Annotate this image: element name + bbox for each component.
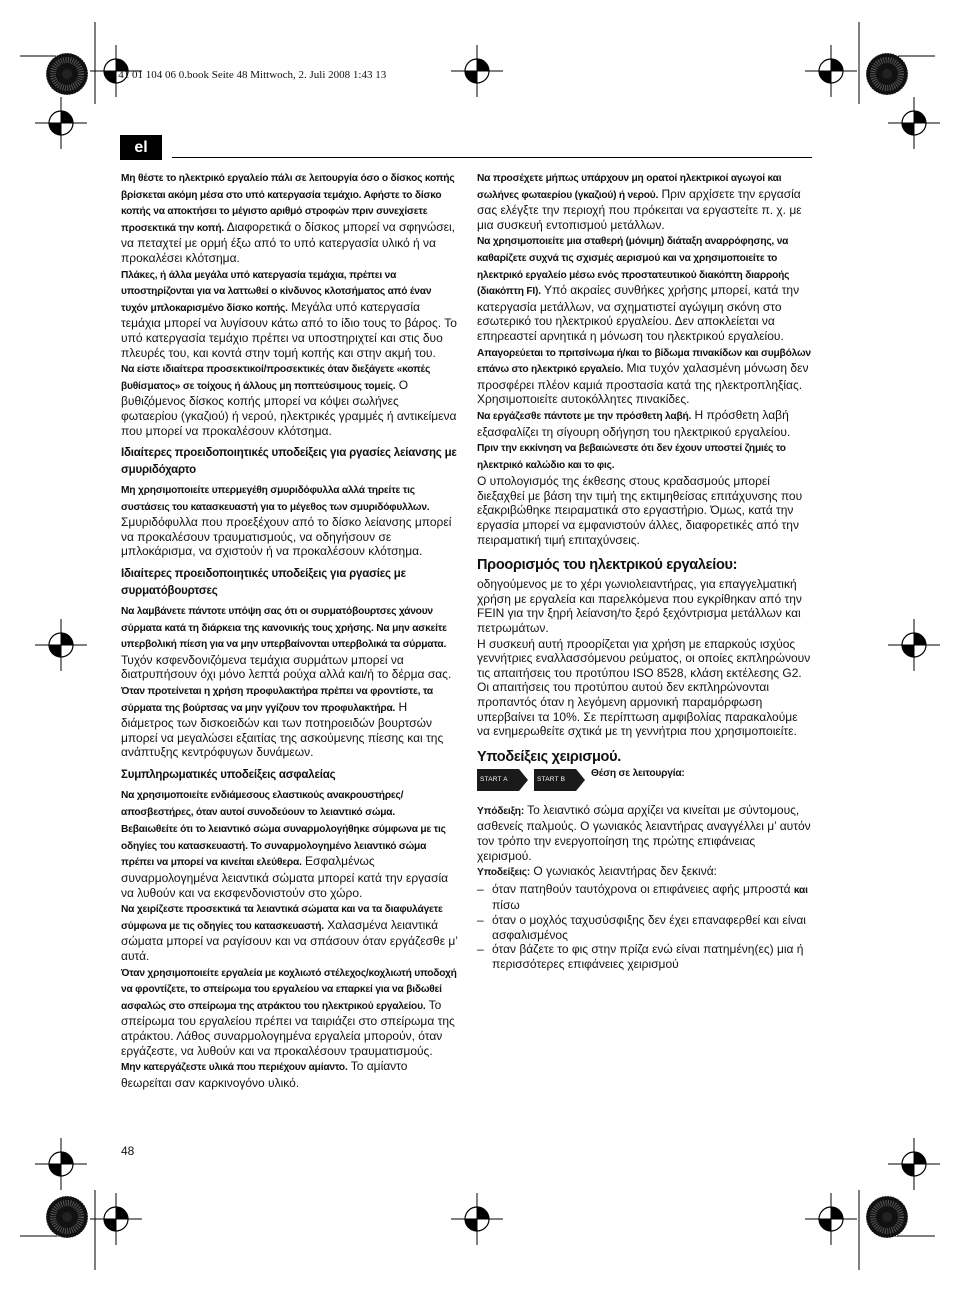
section-heading: Ιδιαίτερες προειδοποιητικές υποδείξεις για ργασίες λείανσης με σμυριδόχαρτο <box>121 447 457 477</box>
start-buttons-row <box>477 769 813 791</box>
paragraph: Μη χρησιμοποιείτε υπερμεγέθη σμυριδόφυλλα αλλά τηρείτε τις συστάσεις του κατασκευαστή για το μέγεθος των σμυριδόφυλλων. Σμυριδόφυλλα που προεξέχουν από το δίσκο λείανσης μπορεί να προκαλέσουν τραυματισμούς, να οδηγήσουν σε μπλοκάρισμα, να σχιστούν ή να προκαλέσουν κλότσημα. <box>121 485 452 559</box>
page-number: 48 <box>121 1144 135 1158</box>
paragraph: Να προσέχετε μήπως υπάρχουν μη ορατοί ηλεκτρικοί αγωγοί και σωλήνες φωταερίου (γκαζιού) ή νερού. Πριν αρχίσετε την εργασία σας ελέγξτε την περιοχή που πρόκειται να εργαστείτε π. χ. με μια συσκευή εντοπισμού μετάλλων. <box>477 173 802 232</box>
paragraph: Να χειρίζεστε προσεκτικά τα λειαντικά σώματα και να τα διαφυλάγετε σύμφωνα με τις οδηγίες του κατασκευαστή. Χαλασμένα λειαντικά σώματα μπορεί να ραγίσουν και να σπάσουν όταν εργάζεσθε μ’ αυτά. <box>121 904 458 963</box>
book-header: 3 41 01 104 06 0.book Seite 48 Mittwoch, 2. Juli 2008 1:43 13 <box>110 69 387 81</box>
section-heading: Ιδιαίτερες προειδοποιητικές υποδείξεις για ργασίες με συρματόβουρτσες <box>121 568 406 598</box>
paragraph: Να λαμβάνετε πάντοτε υπόψη σας ότι οι συρματόβουρτσες χάνουν σύρματα κατά τη διάρκεια της κανονικής τους χρήσης. Να μην ασκείτε υπερβολική πίεση για να μην υπερβαίνονται υπερβολικά τα σύρματα. Τυχόν κσφενδονιζόμενα τεμάχια συρμάτων μπορεί να διατρυπήσουν όχι μόνο λεπτά ρούχα αλλά και/ή το δέρμα σας. <box>121 606 452 682</box>
paragraph: Όταν προτείνεται η χρήση προφυλακτήρα πρέπει να φροντίστε, τα σύρματα της βούρτσας να μην γγίζουν τον προφυλακτήρα. Η διάμετρος των δισκοειδών και των ποτηροειδών βουρτσών μπορεί να μεγαλώσει εξαιτίας της ασκούμενης πίεσης και της ανάπτυξης κεντρόφυγων δυνάμεων. <box>121 686 444 760</box>
paragraph: Να χρησιμοποιείτε ενδιάμεσους ελαστικούς ανακρουστήρες/αποσβεστήρες, όταν αυτοί συνοδεύουν το λειαντικό σώμα. <box>121 790 404 818</box>
section-heading-operation: Υποδείξεις χειρισμού. <box>477 748 621 765</box>
right-column <box>477 170 813 971</box>
paragraph: Μη θέστε το ηλεκτρικό εργαλείο πάλι σε λειτουργία όσο ο δίσκος κοπής βρίσκεται ακόμη μέσα στο υπό κατεργασία τεμάχιο. Αφήστε το δίσκο κοπής να αποκτήσει το μέγιστο αριθμό στροφών πριν συνεχίσετε προσεκτικά την κοπή. Διαφορετικά ο δίσκος μπορεί να σφηνώσει, να πεταχτεί με ορμή έξω από το υπό κατεργασία υλικό ή να προκαλέσει κλότσημα. <box>121 173 456 265</box>
paragraph: Όταν χρησιμοποιείτε εργαλεία με κοχλιωτό στέλεχος/κοχλιωτή υποδοχή να φροντίζετε, το σπείρωμα του εργαλείου να επαρκεί για να βιδωθεί ασφαλώς στο σπείρωμα της ατράκτου του ηλεκτρικού εργαλείου. Το σπείρωμα του εργαλείου πρέπει να ταιριάζει στο σπείρωμα της ατράκτου. Λάθος συναρμολογημένα εργαλεία μπορούν, όταν εργάζεστε, να λυθούν και να προκαλέσουν τραυματισμούς. <box>121 967 457 1058</box>
left-column <box>121 170 458 1091</box>
paragraph: Υπόδειξη: Το λειαντικό σώμα αρχίζει να κινείται με σύντομους, ασθενείς παλμούς. Ο γωνιακός λειαντήρας αναγγέλλει μ’ αυτόν τον τρόπο την ενεργοποίηση της πρώτης επιφάνειας χειρισμού. <box>477 802 811 863</box>
section-heading: Συμπληρωματικές υποδείξεις ασφαλείας <box>121 769 336 781</box>
header-rule <box>172 157 812 158</box>
language-badge: el <box>120 135 162 160</box>
paragraph: Να χρησιμοποιείτε μια σταθερή (μόνιμη) διάταξη αναρρόφησης, να καθαρίζετε συχνά τις σχισμές αερισμού και να χρησιμοποιείτε το ηλεκτρικό εργαλείο μέσω ενός προστατευτικού διακόπτη διαρροής (διακόπτη FI). Υπό ακραίες συνθήκες χρήσης μπορεί, κατά την κατεργασία μετάλλων, να σχηματιστεί αγώγιμη σκόνη στο εσωτερικό του ηλεκτρικού εργαλείου. Δεν αποκλείεται να επηρεαστεί αρνητικά η μόνωση του ηλεκτρικού εργαλείου. <box>477 236 800 343</box>
paragraph: οδηγούμενος με το χέρι γωνιολειαντήρας, για επαγγελματική χρήση με εργαλεία και παρελκόμενα που εγκρίθηκαν από την FEIN για την ξηρή λείανση/το ξερό ξεχόντρισμα μετάλλων και πετρωμάτων. <box>477 577 802 636</box>
paragraph: Υποδείξεις: Ο γωνιακός λειαντήρας δεν ξεκινά: <box>477 864 717 879</box>
paragraph: Πλάκες, ή άλλα μεγάλα υπό κατεργασία τεμάχια, πρέπει να υποστηρίζονται για να λαττωθεί ο κίνδυνος κλοτσήματος από έναν τυχόν μπλοκαρισμένο δίσκο κοπής. Μεγάλα υπό κατεργασία τεμάχια μπορεί να λυγίσουν κάτω από το ίδιο τους το βάρος. Το υπό κατεργασία τεμάχιο πρέπει να υποστηριχτεί και στις δυο πλευρές του, και κοντά στην τομή κοπής και στην ακμή του. <box>121 269 457 360</box>
start-b-button-icon: START B <box>534 769 576 791</box>
paragraph: Απαγορεύεται το πριτσίνωμα ή/και το βίδωμα πινακίδων και συμβόλων επάνω στο ηλεκτρικό εργαλείο. Μια τυχόν χαλασμένη μόνωση δεν προσφέρει πλέον καμιά προστασία κατά της ηλεκτροπληξίας. Χρησιμοποιείτε αυτοκόλλητες πινακίδες. <box>477 347 811 407</box>
paragraph: Βεβαιωθείτε ότι το λειαντικό σώμα συναρμολογήθηκε σύμφωνα με τις οδηγίες του κατασκευαστή. Το συναρμολογημένο λειαντικό σώμα πρέπει να μπορεί να κινείται ελεύθερα. Εσφαλμένως συναρμολογημένα λειαντικά σώματα μπορεί κατά την εργασία να λυθούν και να εκσφενδονιστούν στο χώρο. <box>121 824 449 900</box>
paragraph: Πριν την εκκίνηση να βεβαιώνεστε ότι δεν έχουν υποστεί ζημιές το ηλεκτρικό καλώδιο και το φις. <box>477 443 786 471</box>
paragraph: Να είστε ιδιαίτερα προσεκτικοί/προσεκτικές όταν διεξάγετε «κοπές βυθίσματος» σε τοίχους ή άλλους μη ποπτεύσιμους τομείς. Ο βυθιζόμενος δίσκος κοπής μπορεί να κόψει σωλήνες φωταερίου (γκαζιού) ή νερού, ηλεκτρικές γραμμές ή αντικείμενα που μπορεί να προκαλέσουν κλότσημα. <box>121 364 457 438</box>
paragraph: Ο υπολογισμός της έκθεσης στους κραδασμούς μπορεί διεξαχθεί με βάση την τιμή της εκτιμηθείσας επιτάχυνσης που εξακριβώθηκε πειραματικά στο εργαστήριο. Όμως, κατά την εργασία μπορεί να εμφανιστούν άλλες, διαφορετικές από την πειραματική τιμή επιταχύνσεις. <box>477 474 803 547</box>
paragraph: Η συσκευή αυτή προορίζεται για χρήση με επαρκούς ισχύος γεννήτριες εναλλασσόμενου ρεύματος, οι οποίες εκπληρώνουν τις απαιτήσεις του προτύπου ISO 8528, κλάση εκτέλεσης G2. Οι απαιτήσεις του προτύπου αυτού δεν εκπληρώνονται προπαντός όταν η λεγόμενη αρμονική παραμόρφωση υπερβαίνει τα 10%. Σε περίπτωση αμφιβολίας παρακαλούμε να ενημερωθείτε σχτικά με τη γεννήτρια που χρησιμοποιείτε. <box>477 636 811 739</box>
list-item: – όταν ο μοχλός ταχυσύσφιξης δεν έχει επαναφερθεί και είναι ασφαλισμένος <box>477 912 806 942</box>
list-item: – όταν πατηθούν ταυτόχρονα οι επιφάνειες αφής μπροστά και πίσω <box>477 881 808 913</box>
paragraph: Μην κατεργάζεστε υλικά που περιέχουν αμίαντο. Το αμίαντο θεωρείται σαν καρκινογόνο υλικό. <box>121 1059 408 1090</box>
start-a-button-icon: START A <box>477 769 519 791</box>
start-caption: Θέση σε λειτουργία: <box>591 767 685 779</box>
paragraph: Να εργάζεσθε πάντοτε με την πρόσθετη λαβή. Η πρόσθετη λαβή εξασφαλίζει τη σίγουρη οδήγηση του ηλεκτρικού εργαλείου. <box>477 407 791 439</box>
section-heading-purpose: Προορισμός του ηλεκτρικού εργαλείου: <box>477 557 738 574</box>
list-item: – όταν βάζετε το φις στην πρίζα ενώ είναι πατημένη(ες) μια ή περισσότερες επιφάνειες χειρισμού <box>477 942 804 971</box>
